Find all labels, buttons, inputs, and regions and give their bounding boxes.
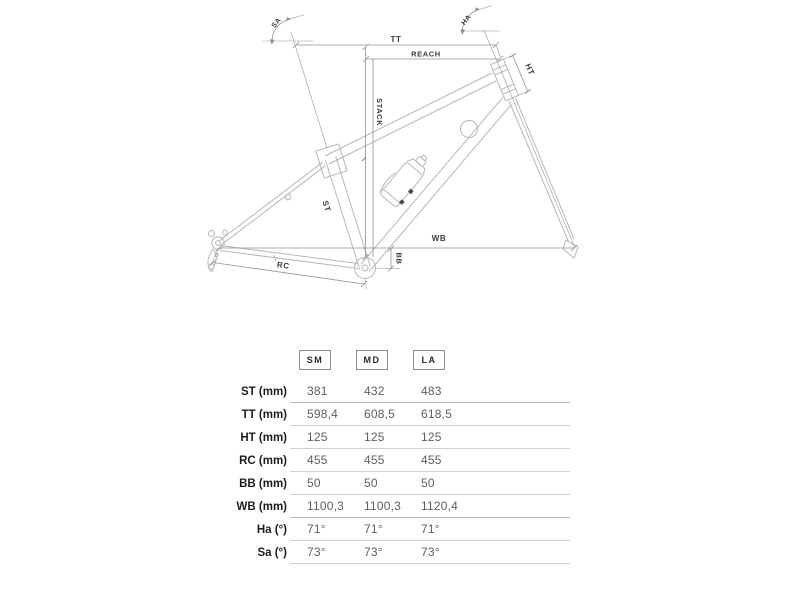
table-row-st xyxy=(232,380,570,403)
row-label: WB (mm) xyxy=(236,500,287,513)
rc-dimension-label: RC xyxy=(276,260,291,271)
value-cell: 455 xyxy=(307,453,328,467)
dimension-labels xyxy=(271,13,537,270)
value-cell: 71° xyxy=(307,522,326,536)
size-header-md: MD xyxy=(356,350,388,370)
table-row-wb xyxy=(232,495,570,518)
value-cell: 1120,4 xyxy=(421,499,459,513)
table-row-sa xyxy=(232,541,570,564)
head-tube xyxy=(491,59,519,100)
stack-dimension-label: STACK xyxy=(375,98,384,127)
value-cell: 618,5 xyxy=(421,407,453,421)
size-header-sm: SM xyxy=(299,350,331,370)
dimension-lines xyxy=(210,6,577,289)
value-cell: 73° xyxy=(307,545,326,559)
row-label: Ha (°) xyxy=(256,523,287,536)
sa-angle-label: SA xyxy=(270,16,283,30)
size-header-la: LA xyxy=(413,350,445,370)
table-row-ha xyxy=(232,518,570,541)
value-cell: 125 xyxy=(307,430,328,444)
value-cell: 50 xyxy=(421,476,435,490)
value-cell: 71° xyxy=(421,522,440,536)
value-cell: 432 xyxy=(364,384,385,398)
row-label: TT (mm) xyxy=(241,408,287,421)
wb-dimension-label: WB xyxy=(431,234,447,243)
bike-frame-drawing xyxy=(208,59,578,278)
geometry-table xyxy=(232,350,570,564)
value-cell: 455 xyxy=(364,453,385,467)
ha-angle-label: HA xyxy=(460,13,474,27)
row-label: ST (mm) xyxy=(241,385,287,398)
value-cell: 71° xyxy=(364,522,383,536)
ht-dimension-label: HT xyxy=(523,62,537,77)
table-row-tt xyxy=(232,403,570,426)
size-header-row xyxy=(232,350,570,370)
table-row-rc xyxy=(232,449,570,472)
value-cell: 598,4 xyxy=(307,407,339,421)
row-label: Sa (°) xyxy=(257,546,287,559)
value-cell: 1100,3 xyxy=(307,499,345,513)
row-label: HT (mm) xyxy=(240,431,287,444)
value-cell: 50 xyxy=(307,476,321,490)
value-cell: 1100,3 xyxy=(364,499,402,513)
row-label: BB (mm) xyxy=(239,477,287,490)
table-row-bb xyxy=(232,472,570,495)
st-dimension-label: ST xyxy=(320,199,333,214)
value-cell: 483 xyxy=(421,384,442,398)
water-bottle xyxy=(377,148,435,210)
value-cell: 608,5 xyxy=(364,407,396,421)
value-cell: 73° xyxy=(364,545,383,559)
bb-dimension-label: BB xyxy=(394,252,404,265)
reach-dimension-label: REACH xyxy=(411,49,441,59)
fork xyxy=(509,98,578,258)
tt-dimension-label: TT xyxy=(390,35,402,44)
value-cell: 50 xyxy=(364,476,378,490)
value-cell: 125 xyxy=(364,430,385,444)
value-cell: 455 xyxy=(421,453,442,467)
row-label: RC (mm) xyxy=(239,454,287,467)
table-row-ht xyxy=(232,426,570,449)
value-cell: 381 xyxy=(307,384,328,398)
value-cell: 73° xyxy=(421,545,440,559)
value-cell: 125 xyxy=(421,430,442,444)
